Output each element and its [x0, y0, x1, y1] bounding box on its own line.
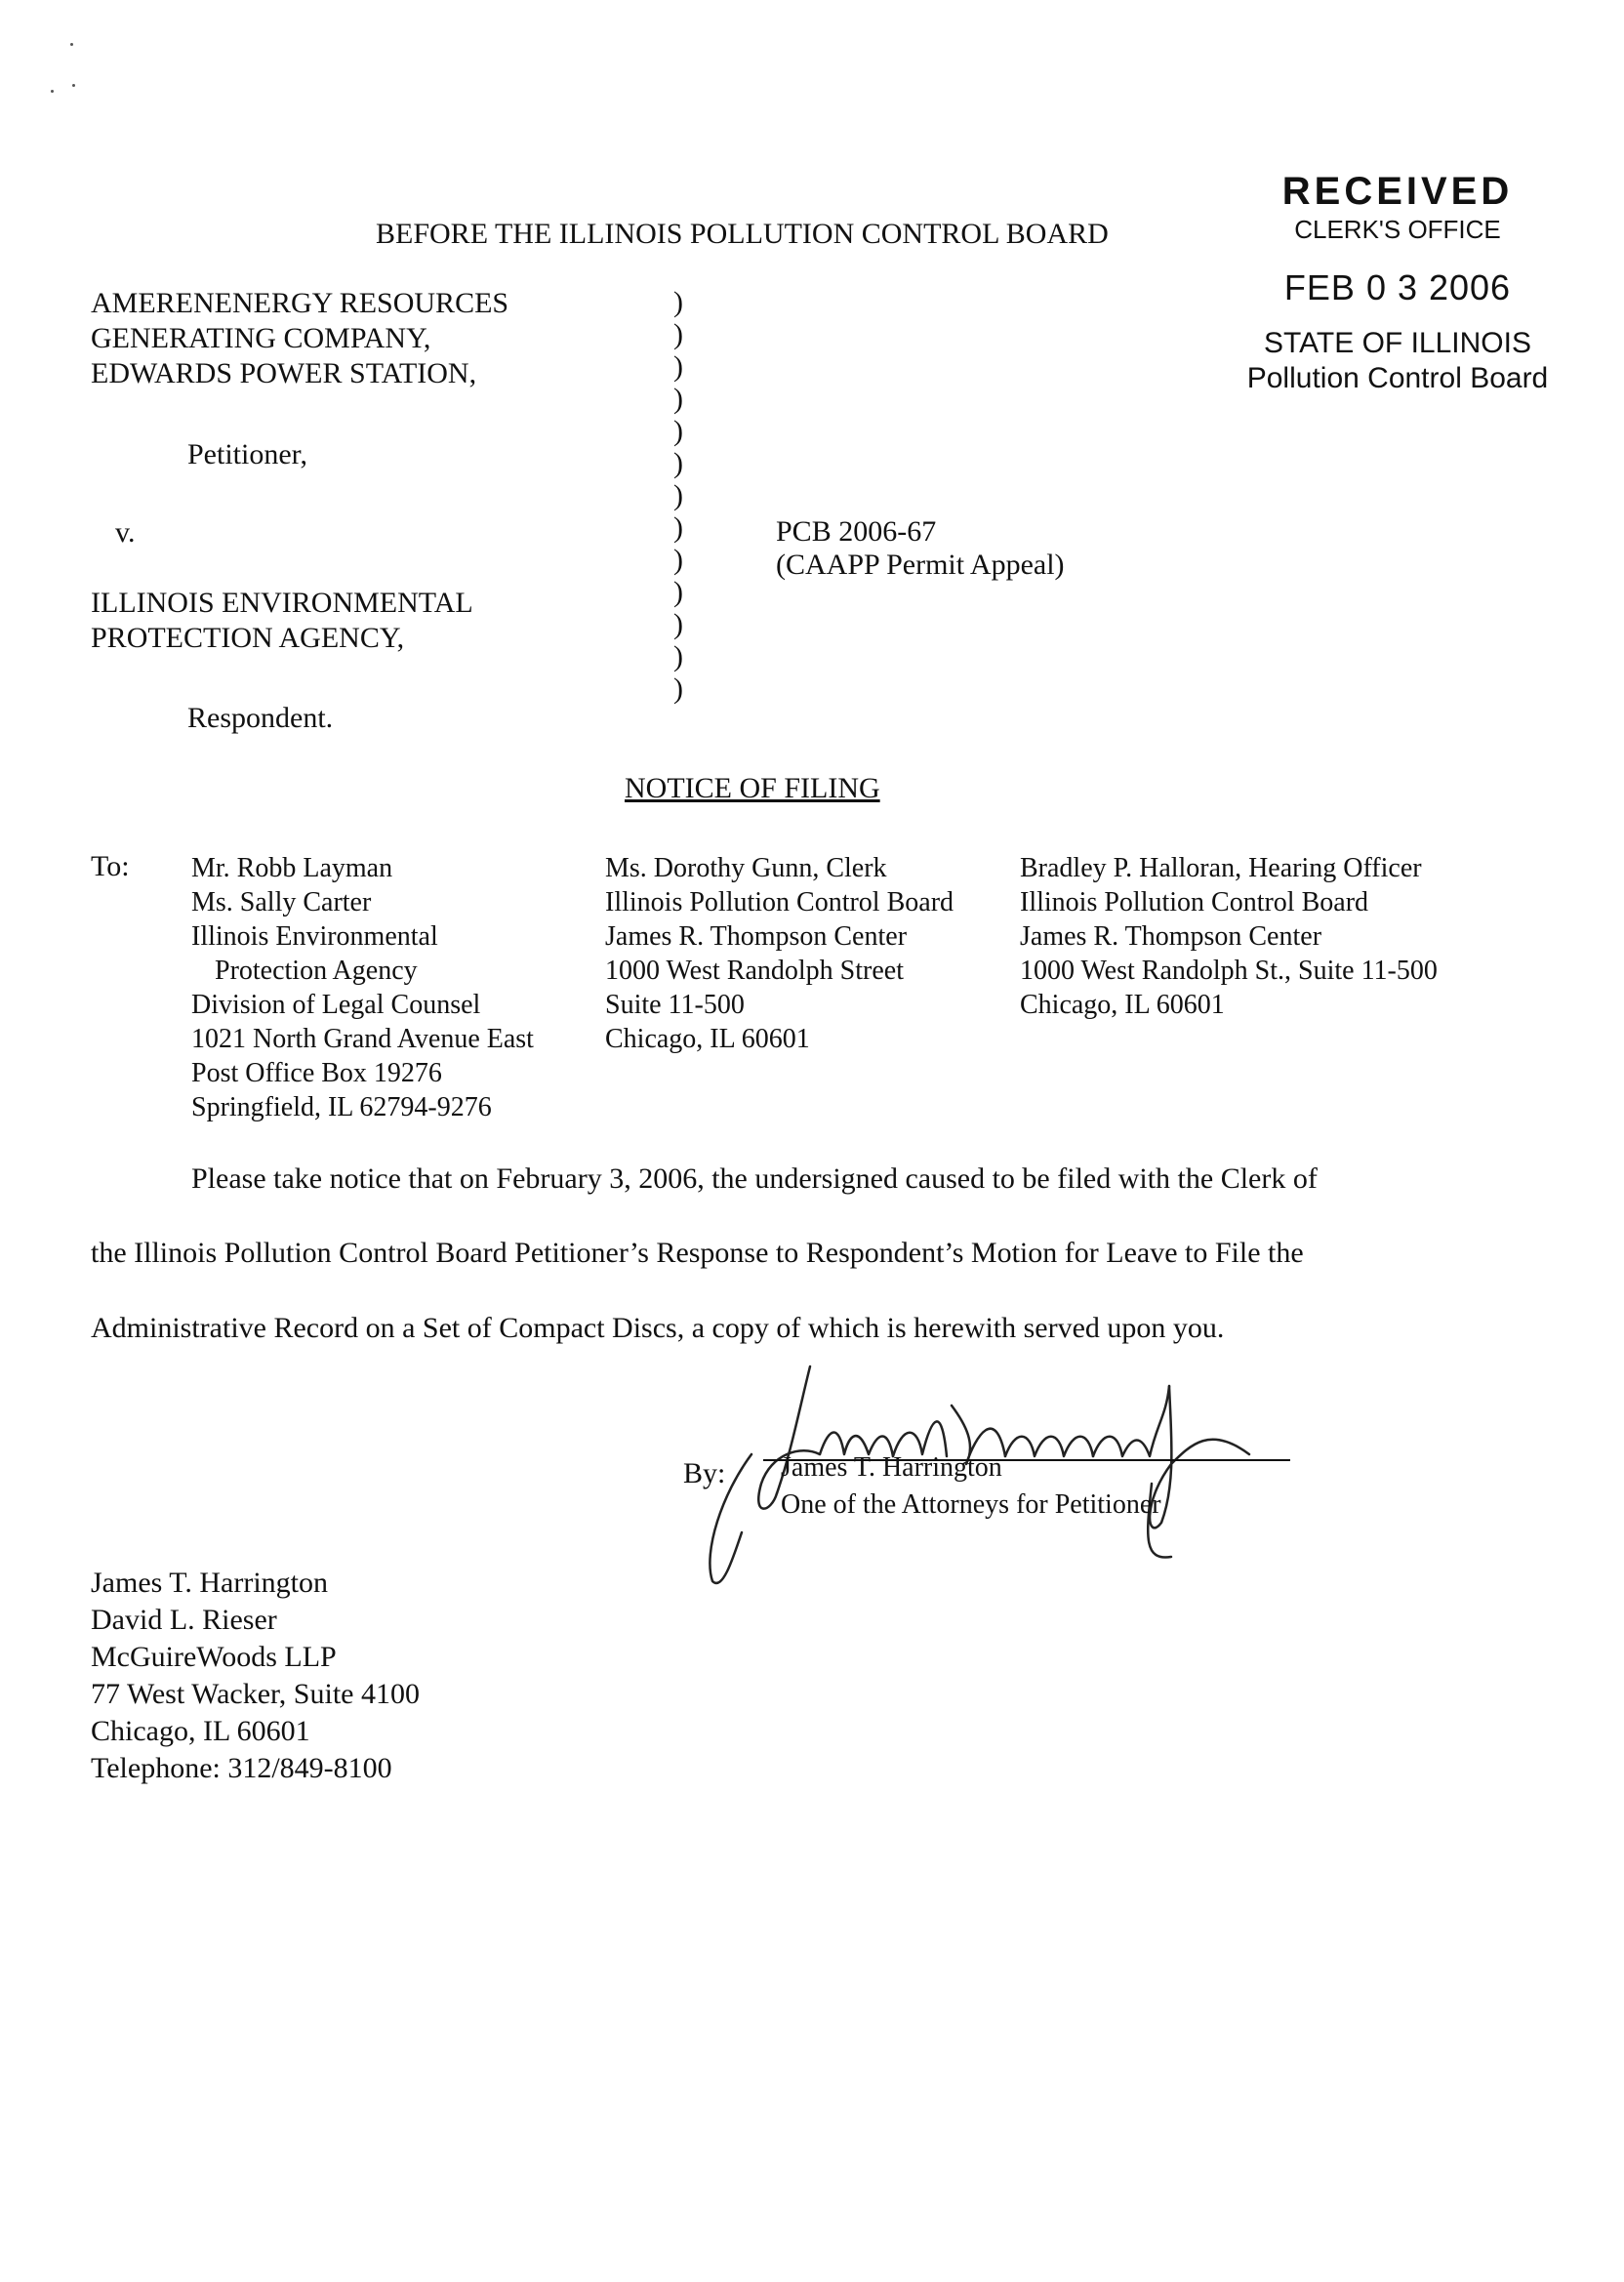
counsel-line: McGuireWoods LLP	[91, 1641, 337, 1673]
paren: )	[673, 286, 683, 318]
paren: )	[673, 608, 683, 640]
recipient-line: 1000 West Randolph St., Suite 11-500	[1020, 956, 1438, 986]
recipient-line: Chicago, IL 60601	[605, 1024, 810, 1054]
recipient-col-3	[1020, 851, 1438, 1022]
counsel-line: 77 West Wacker, Suite 4100	[91, 1678, 420, 1710]
paren: )	[673, 350, 683, 383]
notice-title: NOTICE OF FILING	[625, 772, 880, 804]
recipient-line: Protection Agency	[215, 956, 418, 986]
petitioner-role: Petitioner,	[187, 438, 307, 470]
recipient-line: Suite 11-500	[605, 990, 745, 1020]
counsel-line: David L. Rieser	[91, 1604, 277, 1636]
paren: )	[673, 479, 683, 511]
received-stamp	[1232, 168, 1563, 396]
recipient-line: 1021 North Grand Avenue East	[191, 1024, 534, 1054]
scan-speck	[72, 84, 75, 87]
counsel-line: James T. Harrington	[91, 1567, 329, 1599]
paren: )	[673, 640, 683, 672]
caption-parentheses	[673, 286, 683, 705]
counsel-block	[91, 1565, 420, 1787]
recipient-line: Illinois Pollution Control Board	[1020, 887, 1369, 917]
petitioner-line: AMERENENERGY RESOURCES	[91, 287, 509, 319]
recipient-line: Ms. Dorothy Gunn, Clerk	[605, 853, 887, 883]
signer-title: One of the Attorneys for Petitioner	[781, 1489, 1161, 1520]
versus: v.	[115, 516, 136, 549]
recipient-line: Post Office Box 19276	[191, 1058, 442, 1088]
respondent-name	[91, 586, 473, 656]
stamp-date: FEB 0 3 2006	[1283, 267, 1512, 308]
petitioner-line: GENERATING COMPANY,	[91, 322, 431, 354]
recipient-col-1	[191, 851, 534, 1124]
paren: )	[673, 415, 683, 447]
stamp-board: Pollution Control Board	[1246, 362, 1549, 395]
respondent-line: ILLINOIS ENVIRONMENTAL	[91, 587, 473, 619]
stamp-state: STATE OF ILLINOIS	[1264, 327, 1531, 360]
board-title: BEFORE THE ILLINOIS POLLUTION CONTROL BOARD	[376, 218, 1109, 250]
to-label: To:	[91, 850, 130, 882]
case-type: (CAAPP Permit Appeal)	[776, 549, 1065, 581]
recipient-line: Mr. Robb Layman	[191, 853, 393, 883]
respondent-role: Respondent.	[187, 702, 334, 734]
paren: )	[673, 672, 683, 705]
recipient-line: Chicago, IL 60601	[1020, 990, 1225, 1020]
recipient-line: Bradley P. Halloran, Hearing Officer	[1020, 853, 1422, 883]
petitioner-line: EDWARDS POWER STATION,	[91, 357, 477, 389]
counsel-line: Telephone: 312/849-8100	[91, 1752, 392, 1784]
paren: )	[673, 576, 683, 608]
respondent-line: PROTECTION AGENCY,	[91, 622, 405, 654]
recipient-line: 1000 West Randolph Street	[605, 956, 904, 986]
stamp-received: RECEIVED	[1281, 170, 1514, 213]
petitioner-name	[91, 286, 508, 391]
case-number: PCB 2006-67	[776, 515, 937, 548]
paren: )	[673, 447, 683, 479]
recipient-line: Division of Legal Counsel	[191, 990, 481, 1020]
signer-name: James T. Harrington	[781, 1452, 1002, 1483]
body-line-3: Administrative Record on a Set of Compact Discs, a copy of which is herewith served upon you.	[91, 1312, 1225, 1344]
recipient-line: Springfield, IL 62794-9276	[191, 1092, 492, 1122]
recipient-line: Illinois Environmental	[191, 921, 438, 952]
paren: )	[673, 511, 683, 544]
body-line-1: Please take notice that on February 3, 2006, the undersigned caused to be filed with the Clerk of	[191, 1162, 1318, 1195]
recipient-line: Ms. Sally Carter	[191, 887, 372, 917]
recipient-col-2	[605, 851, 954, 1056]
paren: )	[673, 383, 683, 415]
stamp-office: CLERK'S OFFICE	[1294, 215, 1501, 244]
paren: )	[673, 544, 683, 576]
counsel-line: Chicago, IL 60601	[91, 1715, 310, 1747]
by-label: By:	[683, 1457, 726, 1489]
scan-speck	[51, 90, 54, 93]
paren: )	[673, 318, 683, 350]
recipient-line: James R. Thompson Center	[605, 921, 908, 952]
body-line-2: the Illinois Pollution Control Board Petitioner’s Response to Respondent’s Motion for Leave to File the	[91, 1237, 1304, 1269]
recipient-line: James R. Thompson Center	[1020, 921, 1322, 952]
scan-speck	[70, 43, 73, 46]
recipient-line: Illinois Pollution Control Board	[605, 887, 954, 917]
